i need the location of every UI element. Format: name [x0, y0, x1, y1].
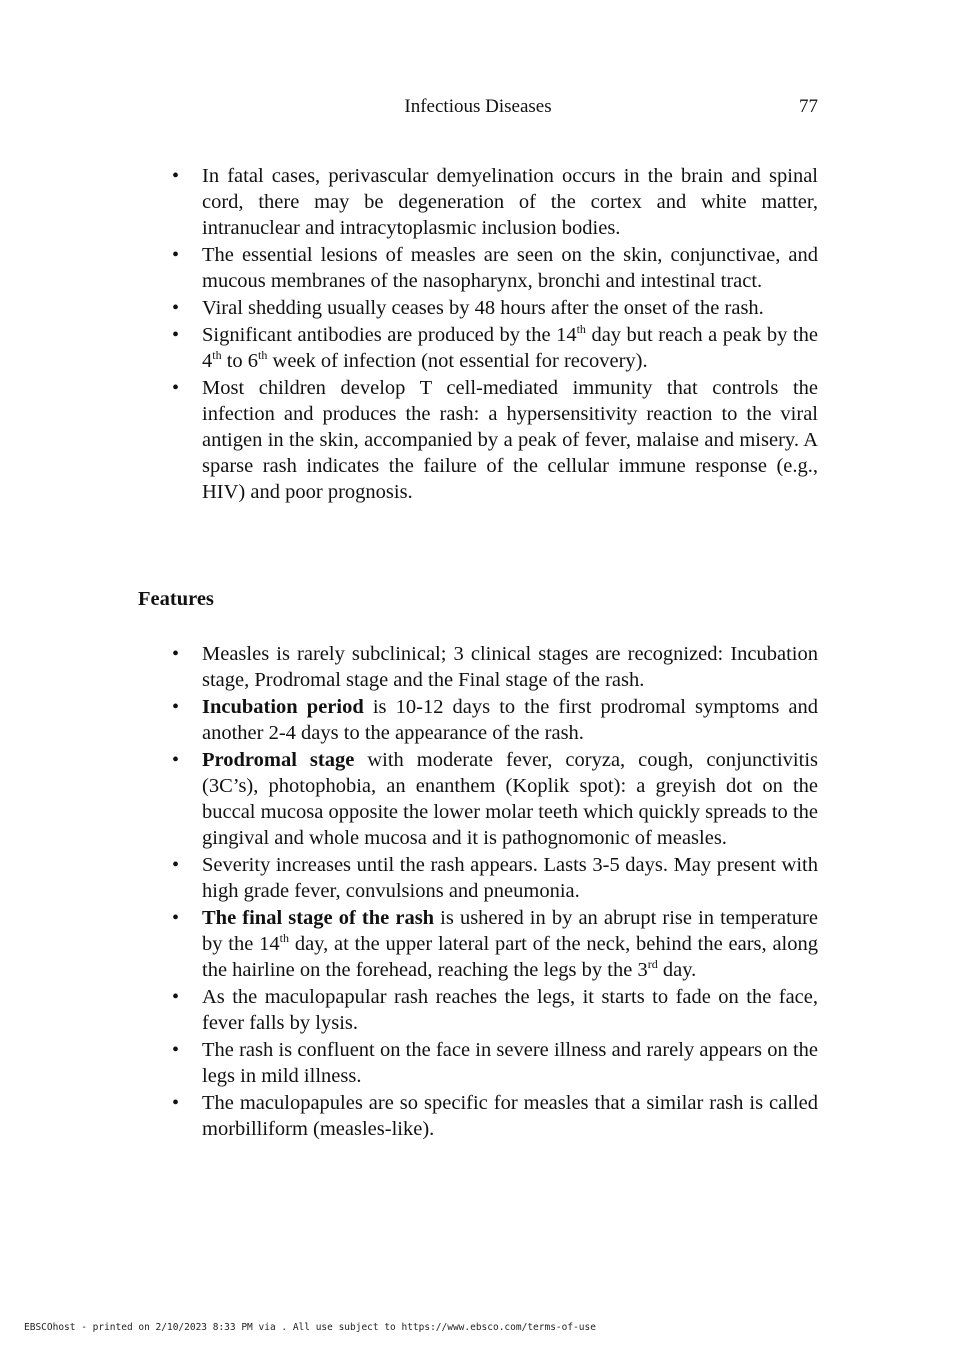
pathology-bullet-list: [138, 163, 818, 506]
page-number: 77: [799, 96, 818, 117]
bullet-icon: •: [172, 907, 180, 929]
list-item: • Significant antibodies are produced by the 14th day but reach a peak by the 4th to 6th week of infection (not essential for recovery).: [172, 322, 818, 372]
bullet-icon: •: [172, 297, 180, 319]
bullet-icon: •: [172, 986, 180, 1008]
bullet-icon: •: [172, 324, 180, 346]
bullet-icon: •: [172, 643, 180, 665]
bullet-icon: •: [172, 1039, 180, 1061]
list-item: • The maculopapules are so specific for measles that a similar rash is called morbilliform (measles-like).: [172, 1092, 818, 1140]
list-item: • Severity increases until the rash appears. Lasts 3-5 days. May present with high grade fever, convulsions and pneumonia.: [172, 854, 818, 902]
list-item: • As the maculopapular rash reaches the legs, it starts to fade on the face, fever falls by lysis.: [172, 986, 818, 1034]
bullet-icon: •: [172, 749, 180, 771]
list-item: • Prodromal stage with moderate fever, coryza, cough, conjunctivitis (3C’s), photophobia, an enanthem (Koplik spot): a greyish dot on the buccal mucosa opposite the lower molar teeth which quickly spreads to the gingival and whole mucosa and it is pathognomonic of measles.: [172, 749, 818, 849]
print-footer: EBSCOhost - printed on 2/10/2023 8:33 PM via . All use subject to https://www.ebsco.com/terms-of-use: [24, 1322, 596, 1333]
list-item: • Measles is rarely subclinical; 3 clinical stages are recognized: Incubation stage, Prodromal stage and the Final stage of the rash.: [172, 643, 818, 691]
bullet-icon: •: [172, 377, 180, 399]
list-item: • In fatal cases, perivascular demyelination occurs in the brain and spinal cord, there may be degeneration of the cortex and white matter, intranuclear and intracytoplasmic inclusion bodies.: [172, 165, 818, 239]
running-title: Infectious Diseases: [404, 96, 552, 117]
list-item: • Viral shedding usually ceases by 48 hours after the onset of the rash.: [172, 297, 764, 319]
bullet-icon: •: [172, 244, 180, 266]
list-item: • Incubation period is 10-12 days to the first prodromal symptoms and another 2-4 days to the appearance of the rash.: [172, 696, 818, 744]
features-bullet-list: [138, 641, 818, 1143]
list-item: • Most children develop T cell-mediated immunity that controls the infection and produces the rash: a hypersensitivity reaction to the viral antigen in the skin, accompanied by a peak of fever, malaise and misery. A sparse rash indicates the failure of the cellular immune response (e.g., HIV) and poor prognosis.: [172, 377, 818, 503]
bullet-icon: •: [172, 165, 180, 187]
bullet-icon: •: [172, 854, 180, 876]
running-header: [138, 96, 818, 122]
bullet-icon: •: [172, 696, 180, 718]
section-heading-features: Features: [138, 588, 214, 610]
bullet-icon: •: [172, 1092, 180, 1114]
list-item: • The rash is confluent on the face in severe illness and rarely appears on the legs in mild illness.: [172, 1039, 818, 1087]
list-item: • The final stage of the rash is ushered in by an abrupt rise in temperature by the 14th day, at the upper lateral part of the neck, behind the ears, along the hairline on the forehead, reaching the legs by the 3rd day.: [172, 907, 818, 981]
list-item: • The essential lesions of measles are seen on the skin, conjunctivae, and mucous membranes of the nasopharynx, bronchi and intestinal tract.: [172, 244, 818, 292]
